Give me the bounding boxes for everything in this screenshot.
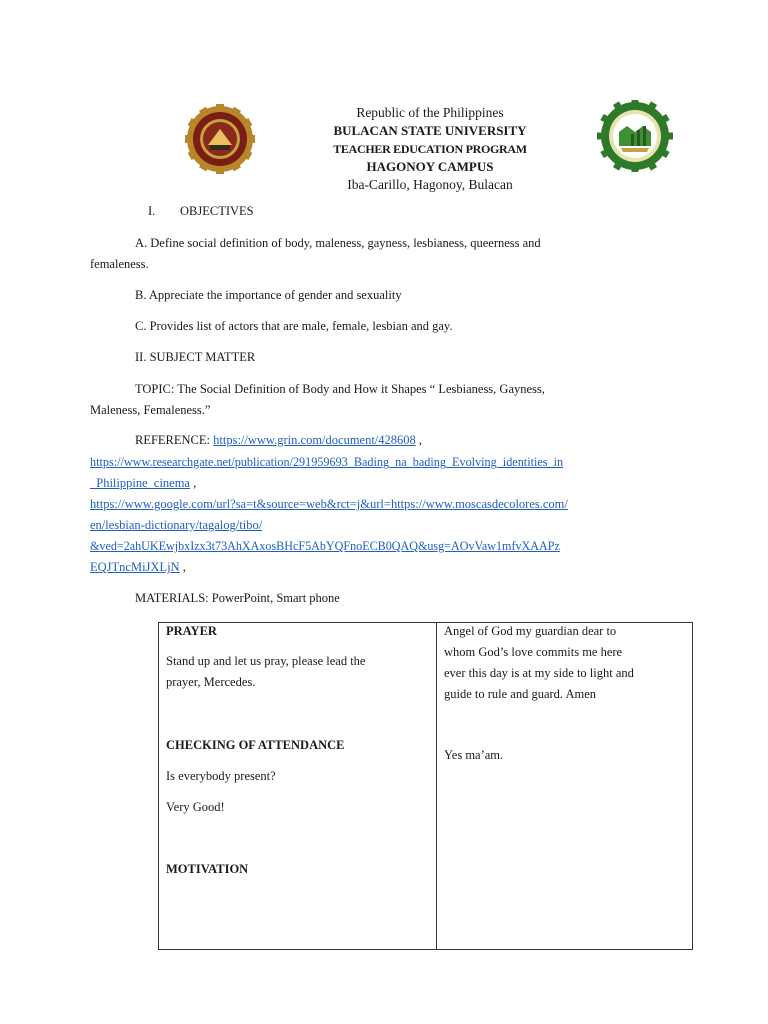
attendance-response: Yes ma’am. [444, 748, 504, 762]
subject-matter-heading: II. SUBJECT MATTER [135, 350, 256, 364]
reference-link-google-line3[interactable] [90, 536, 560, 557]
objective-b: B. Appreciate the importance of gender and sexuality [135, 288, 402, 302]
google-link-text-3[interactable]: &ved=2ahUKEwjbxIzx3t73AhXAxosBHcF5AbYQFnoECB0QAQ&usg=AOvVaw1mfvXAAPz [90, 539, 560, 553]
researchgate-link-text-1[interactable]: https://www.researchgate.net/publication/291959693_Bading_na_bading_Evolving_identities_in [90, 455, 564, 469]
reference-link-google-line4[interactable] [90, 557, 186, 578]
prayer-heading: PRAYER [166, 624, 217, 638]
objectives-number: I. [148, 204, 156, 218]
university-name: BULACAN STATE UNIVERSITY [333, 123, 527, 138]
researchgate-link-text-2[interactable]: _Philippine_cinema [90, 476, 190, 490]
reference-link-google-line2[interactable] [90, 515, 262, 536]
attendance-question: Is everybody present? [166, 769, 276, 783]
prayer-response-line3: ever this day is at my side to light and [444, 666, 634, 680]
motivation-heading: MOTIVATION [166, 862, 249, 876]
google-link-text-4[interactable]: EQJTncMiJXLjN [90, 560, 180, 574]
reference-line [135, 430, 422, 451]
reference-link-researchgate-line1[interactable] [90, 452, 563, 473]
reference-separator-3: , [179, 560, 186, 574]
republic-line: Republic of the Philippines [356, 105, 504, 120]
topic-line1: TOPIC: The Social Definition of Body and How it Shapes “ Lesbianess, Gayness, [135, 382, 545, 396]
objective-a-line1: A. Define social definition of body, maleness, gayness, lesbianess, queerness and [135, 236, 541, 250]
bulsu-seal-logo [172, 104, 268, 174]
lesson-procedure-table [158, 622, 693, 950]
letterhead [280, 104, 580, 194]
attendance-heading: CHECKING OF ATTENDANCE [166, 738, 345, 752]
reference-separator-1: , [415, 433, 423, 447]
prayer-instruction-line2: prayer, Mercedes. [166, 675, 256, 689]
reference-label: REFERENCE: [135, 433, 214, 447]
table-row [159, 623, 693, 950]
objectives-heading: OBJECTIVES [180, 204, 254, 218]
program-name: TEACHER EDUCATION PROGRAM [333, 142, 527, 156]
teacher-education-seal-logo [592, 100, 678, 172]
google-link-text-1[interactable]: https://www.google.com/url?sa=t&source=web&rct=j&url=https://www.moscasdecolores.com/ [90, 497, 568, 511]
very-good-remark: Very Good! [166, 800, 225, 814]
materials-line: MATERIALS: PowerPoint, Smart phone [135, 591, 340, 605]
prayer-response-line1: Angel of God my guardian dear to [444, 624, 617, 638]
reference-link-google-line1[interactable] [90, 494, 568, 515]
prayer-instruction-line1: Stand up and let us pray, please lead the [166, 654, 366, 668]
objective-c: C. Provides list of actors that are male, female, lesbian and gay. [135, 319, 453, 333]
topic-line2: Maleness, Femaleness.” [90, 403, 211, 417]
prayer-response-line4: guide to rule and guard. Amen [444, 687, 597, 701]
campus-address: Iba-Carillo, Hagonoy, Bulacan [347, 177, 513, 192]
campus-name: HAGONOY CAMPUS [366, 159, 494, 174]
reference-link-researchgate-line2[interactable] [90, 473, 196, 494]
objective-a-line2: femaleness. [90, 257, 149, 271]
reference-separator-2: , [189, 476, 197, 490]
google-link-text-2[interactable]: en/lesbian-dictionary/tagalog/tibo/ [90, 518, 263, 532]
prayer-response-line2: whom God’s love commits me here [444, 645, 623, 659]
teacher-activity-cell [159, 623, 437, 950]
reference-link-grin[interactable]: https://www.grin.com/document/428608 [213, 433, 416, 447]
student-activity-cell [437, 623, 693, 950]
